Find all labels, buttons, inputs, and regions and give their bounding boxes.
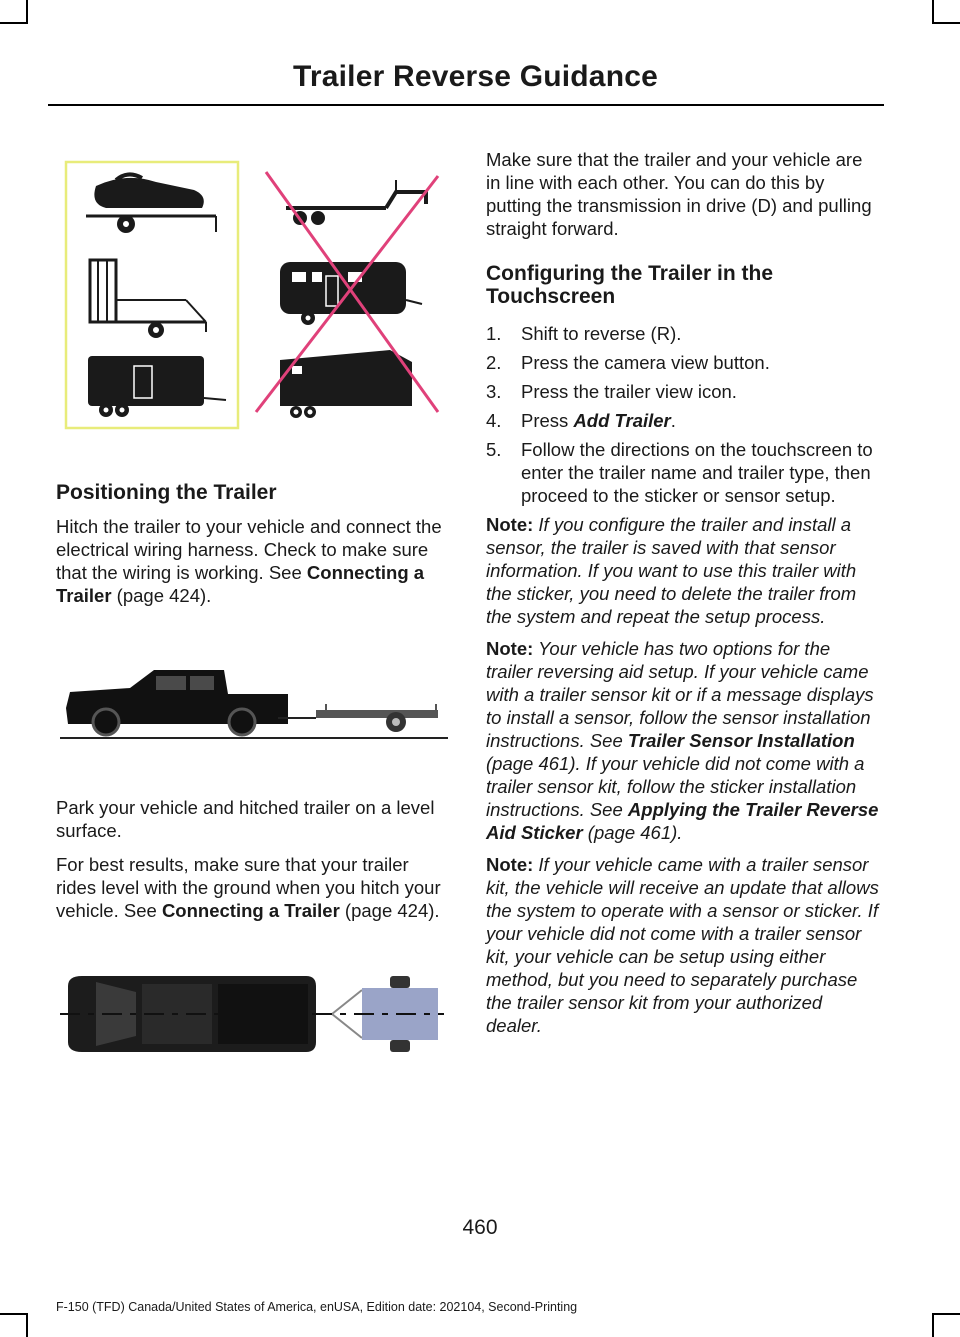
crop-mark (26, 1315, 28, 1337)
note-text: (page 461). If your vehicle did not come with a trailer sensor kit, follow the sticker installation instructions. See (486, 753, 865, 820)
paragraph-alignment: Make sure that the trailer and your vehicle are in line with each other. You can do this by putting the transmission in drive (D) and pulling straight forward. (486, 149, 872, 239)
note-label: Note: (486, 854, 534, 875)
ref-connecting-trailer[interactable]: Connecting a Trailer (161, 900, 340, 921)
crop-mark (0, 1313, 28, 1315)
section-title-positioning: Positioning the Trailer (56, 481, 277, 504)
footer-edition: F-150 (TFD) Canada/United States of America, enUSA, Edition date: 202104, Second-Printing (56, 1300, 578, 1314)
list-item (486, 351, 880, 374)
step-text: . (670, 410, 676, 431)
crop-mark (932, 1315, 934, 1337)
note-text: If your vehicle came with a trailer sensor kit, the vehicle will receive an update that allows the system to operate with a sensor or sticker. If your vehicle did not come with a trailer sensor kit, your vehicle can be setup using either method, but you need to separately purchase the trailer sensor kit from your authorized dealer. (486, 854, 879, 1036)
note-sensor-kit (486, 853, 880, 1037)
step-number: 1. (486, 323, 502, 344)
toyhauler-trailer-icon (280, 350, 412, 418)
add-trailer-label: Add Trailer (573, 410, 671, 431)
utility-trailer-icon (90, 260, 206, 338)
step-number: 5. (486, 439, 502, 460)
step-text: Press the trailer view icon. (521, 381, 737, 402)
pickup-truck-icon (66, 670, 288, 735)
note-text: (page 461). (582, 822, 683, 843)
crop-mark (0, 22, 28, 24)
left-column-lower (56, 796, 448, 922)
step-number: 4. (486, 410, 502, 431)
section-title-configuring: Configuring the Trailer in the Touchscreen (486, 262, 774, 308)
flatbed-trailer-icon (316, 704, 438, 732)
note-options (486, 637, 880, 844)
note-label: Note: (486, 514, 534, 535)
note-text: Your vehicle has two options for the trailer reversing aid setup. If your vehicle came with a trailer sensor kit or if a message displays to install a sensor, follow the sensor installation instructions. See (486, 638, 874, 751)
list-item (486, 409, 880, 432)
step-text: Press (521, 410, 574, 431)
jetski-trailer-icon (86, 174, 216, 233)
paragraph-hitch (56, 515, 448, 607)
crop-mark (932, 0, 934, 22)
page-title: Trailer Reverse Guidance (293, 60, 658, 93)
paragraph-park: Park your vehicle and hitched trailer on a level surface. (56, 797, 435, 841)
text: (page 424). (339, 900, 440, 921)
ref-applying-sticker[interactable]: Applying the Trailer Reverse Aid Sticker (486, 799, 879, 843)
step-text: Press the camera view button. (521, 352, 770, 373)
note-configure (486, 513, 880, 628)
ref-trailer-sensor-installation[interactable]: Trailer Sensor Installation (627, 730, 855, 751)
text: For best results, make sure that your trailer rides level with the ground when you hitch your vehicle. See (56, 854, 441, 921)
text: (page 424). (111, 585, 212, 606)
camper-trailer-icon (280, 262, 422, 325)
paragraph-level (56, 853, 448, 922)
ref-connecting-trailer[interactable]: Connecting a Trailer (56, 562, 425, 606)
crop-mark (932, 1313, 960, 1315)
text: Hitch the trailer to your vehicle and connect the electrical wiring harness. Check to make sure that the wiring is working. See (56, 516, 442, 583)
step-number: 2. (486, 352, 502, 373)
note-text: If you configure the trailer and install a sensor, the trailer is saved with that sensor information. If you want to use this trailer with the sticker, you need to delete the trailer from the system and repeat the setup process. (486, 514, 857, 627)
step-text: Shift to reverse (R). (521, 323, 682, 344)
note-label: Note: (486, 638, 534, 659)
truck-trailer-alignment-figure (56, 970, 448, 1058)
truck-trailer-side-figure (56, 660, 448, 744)
trailer-types-figure (56, 150, 448, 432)
crop-mark (932, 22, 960, 24)
right-column (486, 148, 880, 1037)
list-item (486, 438, 880, 507)
list-item (486, 380, 880, 403)
header-rule (48, 104, 884, 106)
enclosed-trailer-icon (88, 356, 226, 417)
crop-mark (26, 0, 28, 22)
steps-list (486, 322, 880, 507)
page-number: 460 (462, 1216, 498, 1239)
list-item (486, 322, 880, 345)
step-number: 3. (486, 381, 502, 402)
left-column (56, 481, 448, 607)
step-text: Follow the directions on the touchscreen to enter the trailer name and trailer type, then proceed to the sticker or sensor setup. (521, 439, 873, 506)
